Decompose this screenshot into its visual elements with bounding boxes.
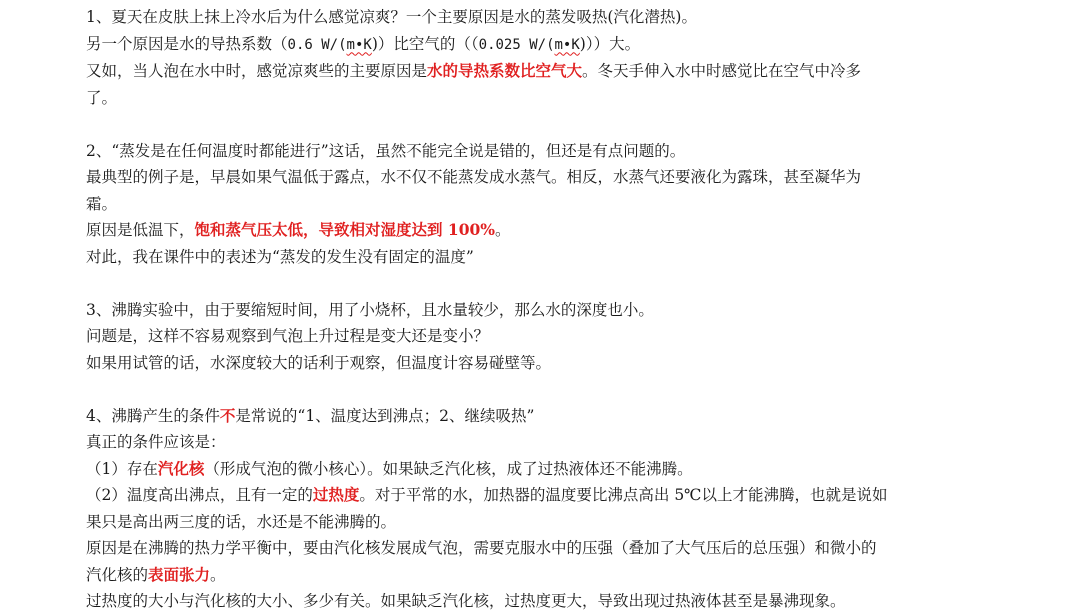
s1-line-4: 了。 [86,88,118,107]
s4-line-3 [86,456,986,483]
s2-line-5: 对此，我在课件中的表述为“蒸发的发生没有固定的温度” [86,247,474,266]
s3-line-2: 问题是，这样不容易观察到气泡上升过程是变大还是变小？ [86,327,490,345]
s4-line-1 [86,403,986,430]
s1-line-3 [86,58,986,85]
s1-line-3-text-b: 。冬天手伸入水中时感觉比在空气中冷多 [582,62,862,80]
water-conductivity-unit: m•K [346,36,372,53]
s4-line-1-text-a: 4、沸腾产生的条件 [86,406,220,425]
s1-line-2 [86,31,986,59]
s4-highlight-tension: 表面张力 [148,564,211,584]
s4-line-5: 果只是高出两三度的话，水还是不能沸腾的。 [86,512,397,531]
s2-line-3: 霜。 [86,194,118,213]
paragraph-gap [86,111,986,138]
s1-line-2-text-c: )））大。 [579,34,641,53]
s4-line-4-text-a: （2）温度高出沸点，且有一定的 [86,486,313,504]
s4-line-8: 过热度的大小与汽化核的大小、多少有关。如果缺乏汽化核，过热度更大，导致出现过热液体甚至是暴沸现象。 [86,592,846,610]
s4-line-2: 真正的条件应该是： [86,433,226,451]
s4-line-7-text-a: 汽化核的 [86,565,149,584]
s2-line-2: 最典型的例子是，早晨如果气温低于露点，水不仅不能蒸发成水蒸气。相反，水蒸气还要液化为露珠，甚至凝华为 [86,168,862,186]
s4-line-1-text-b: 是常说的“1、温度达到沸点；2、继续吸热” [235,406,535,425]
s4-highlight-nucleus: 汽化核 [157,458,205,478]
s4-line-4-text-b: 。对于平常的水，加热器的温度要比沸点高出 5℃以上才能沸腾，也就是说如 [359,486,888,504]
s2-highlight: 饱和蒸气压太低，导致相对湿度达到 100% [194,220,495,239]
s4-line-3-text-b: （形成气泡的微小核心）。如果缺乏汽化核，成了过热液体还不能沸腾。 [204,459,693,478]
air-conductivity-unit: m•K [554,36,580,53]
s1-line-2-text-a: 另一个原因是水的导热系数（ [86,34,288,53]
s4-line-7 [86,562,986,589]
s2-line-1: 2、“蒸发是在任何温度时都能进行”这话，虽然不能完全说是错的，但还是有点问题的。 [86,141,686,160]
air-conductivity-value: 0.025 W/( [478,36,555,53]
s3-line-1: 3、沸腾实验中，由于要缩短时间，用了小烧杯，且水量较少，那么水的深度也小。 [86,300,654,319]
s1-line-3-text-a: 又如，当人泡在水中时，感觉凉爽些的主要原因是 [86,62,428,80]
document-body [86,4,986,615]
s4-line-3-text-a: （1）存在 [86,459,158,478]
s2-line-4-text-b: 。 [495,221,511,239]
water-conductivity-value: 0.6 W/( [287,36,347,53]
s4-line-7-text-b: 。 [210,565,226,584]
s4-line-6: 原因是在沸腾的热力学平衡中，要由汽化核发展成气泡，需要克服水中的压强（叠加了大气压后的总压强）和微小的 [86,539,877,557]
s4-highlight-not: 不 [219,405,236,425]
paragraph-gap [86,376,986,403]
s1-line-2-text-b: )）比空气的（（ [371,34,479,53]
s2-line-4-text-a: 原因是低温下， [86,221,195,239]
s1-highlight: 水的导热系数比空气大 [427,61,583,80]
s4-line-4 [86,482,986,509]
paragraph-gap [86,270,986,297]
s4-highlight-superheat: 过热度 [312,485,360,504]
s2-line-4 [86,217,986,244]
s1-line-1: 1、夏天在皮肤上抹上冷水后为什么感觉凉爽？一个主要原因是水的蒸发吸热(汽化潜热)。 [86,8,697,26]
s3-line-3: 如果用试管的话，水深度较大的话利于观察，但温度计容易碰壁等。 [86,353,552,372]
